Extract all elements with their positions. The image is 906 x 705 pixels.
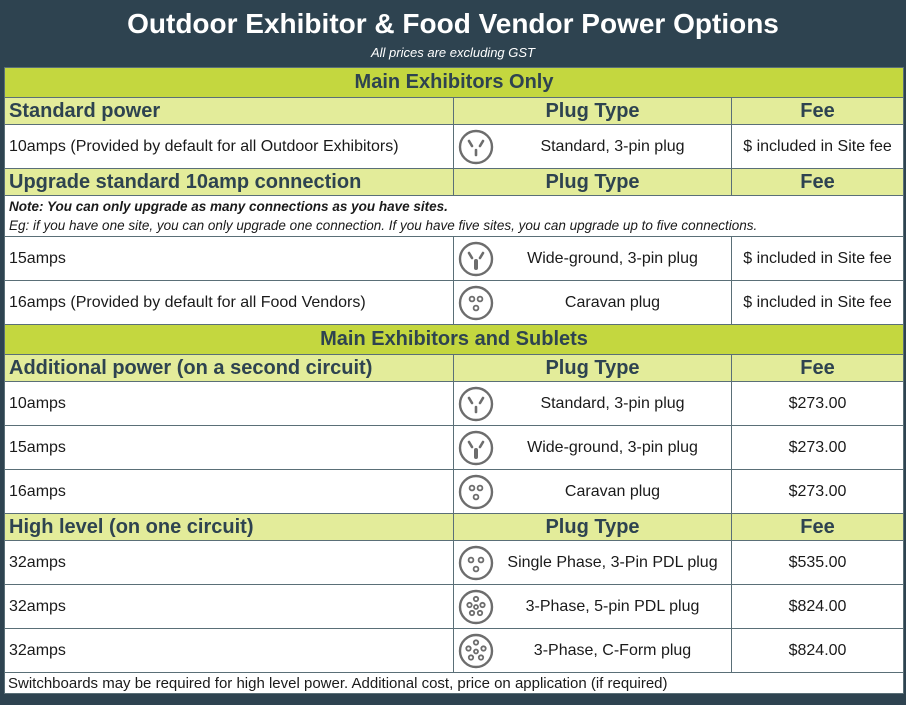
plug-type-label: Single Phase, 3-Pin PDL plug [507,553,718,571]
caravan-plug-icon [458,474,494,510]
plug-type-cell [454,382,732,426]
column-header-fee: Fee [732,169,904,196]
wide-ground-3-pin-plug-icon [458,241,494,277]
plug-type-label: Caravan plug [564,482,661,500]
plug-type-label: Standard, 3-pin plug [540,394,685,412]
fee-cell: $824.00 [732,629,904,673]
plug-type-label: 3-Phase, 5-pin PDL plug [525,597,700,615]
section-title: Upgrade standard 10amp connection [5,169,454,196]
column-header-plug-type: Plug Type [454,514,732,541]
fee-cell: $273.00 [732,426,904,470]
fee-cell: $273.00 [732,382,904,426]
caravan-plug-icon [458,285,494,321]
section-title: Standard power [5,98,454,125]
table-row [5,470,904,514]
amps-cell: 32amps [5,541,454,585]
standard-3-pin-plug-icon [458,386,494,422]
plug-type-label: Wide-ground, 3-pin plug [527,438,698,456]
footer-note: Switchboards may be required for high level power. Additional cost, price on application (if required) [5,673,904,694]
amps-cell: 32amps [5,585,454,629]
section-header-upgrade [5,169,904,196]
column-header-plug-type: Plug Type [454,169,732,196]
plug-type-cell [454,237,732,281]
page-title: Outdoor Exhibitor & Food Vendor Power Options [127,8,779,39]
fee-cell: $273.00 [732,470,904,514]
table-row [5,629,904,673]
amps-cell: 15amps [5,426,454,470]
wide-ground-3-pin-plug-icon [458,430,494,466]
amps-cell: 16amps (Provided by default for all Food Vendors) [5,281,454,325]
page-subtitle: All prices are excluding GST [370,45,535,60]
pdl-3-pin-plug-icon [458,545,494,581]
band-main-exhibitors-and-sublets [5,325,904,355]
footer-row [5,673,904,694]
band-label: Main Exhibitors Only [5,68,904,98]
amps-cell: 10amps [5,382,454,426]
section-title: Additional power (on a second circuit) [5,355,454,382]
column-header-fee: Fee [732,514,904,541]
plug-type-cell [454,426,732,470]
c-form-plug-icon [458,633,494,669]
plug-type-label: Caravan plug [564,293,661,311]
plug-type-label: Standard, 3-pin plug [540,137,685,155]
plug-type-cell [454,541,732,585]
plug-type-cell [454,281,732,325]
standard-3-pin-plug-icon [458,129,494,165]
amps-cell: 10amps (Provided by default for all Outdoor Exhibitors) [5,125,454,169]
upgrade-note [5,196,904,237]
fee-cell: $ included in Site fee [732,125,904,169]
section-header-additional [5,355,904,382]
column-header-fee: Fee [732,98,904,125]
section-title: High level (on one circuit) [5,514,454,541]
column-header-fee: Fee [732,355,904,382]
table-row [5,382,904,426]
plug-type-cell [454,629,732,673]
column-header-plug-type: Plug Type [454,355,732,382]
plug-type-cell [454,470,732,514]
fee-cell: $535.00 [732,541,904,585]
note-line-1: Note: You can only upgrade as many connections as you have sites. [9,199,448,214]
upgrade-note-row [5,196,904,237]
plug-type-cell [454,585,732,629]
section-header-standard [5,98,904,125]
power-options-table [4,67,904,694]
amps-cell: 32amps [5,629,454,673]
pdl-5-pin-plug-icon [458,589,494,625]
section-header-high-level [5,514,904,541]
fee-cell: $824.00 [732,585,904,629]
band-main-exhibitors-only [5,68,904,98]
table-row [5,426,904,470]
column-header-plug-type: Plug Type [454,98,732,125]
table-row [5,281,904,325]
fee-cell: $ included in Site fee [732,281,904,325]
table-row [5,237,904,281]
amps-cell: 15amps [5,237,454,281]
note-line-2: Eg: if you have one site, you can only upgrade one connection. If you have five sites, you can upgrade up to five connections. [9,218,758,233]
plug-type-label: Wide-ground, 3-pin plug [527,249,698,267]
table-row [5,125,904,169]
fee-cell: $ included in Site fee [732,237,904,281]
plug-type-label: 3-Phase, C-Form plug [533,641,692,659]
plug-type-cell [454,125,732,169]
table-row [5,585,904,629]
band-label: Main Exhibitors and Sublets [5,325,904,355]
amps-cell: 16amps [5,470,454,514]
table-row [5,541,904,585]
